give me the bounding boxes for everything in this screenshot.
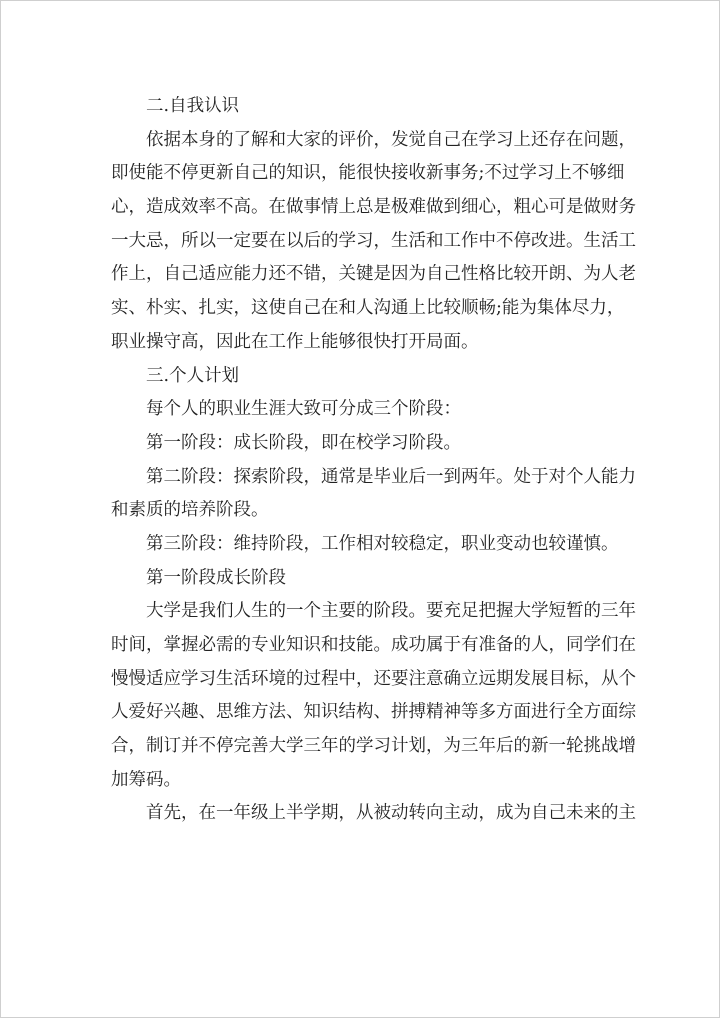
paragraph-intro: 每个人的职业生涯大致可分成三个阶段： (146, 399, 461, 420)
paragraph-line: 人爱好兴趣、思维方法、知识结构、拼搏精神等多方面进行全方面综 (111, 702, 636, 723)
paragraph-line: 第二阶段：探索阶段，通常是毕业后一到两年。处于对个人能力 (146, 466, 636, 487)
paragraph-line: 心，造成效率不高。在做事情上总是极难做到细心，粗心可是做财务 (111, 197, 636, 218)
document-body (111, 90, 636, 831)
paragraph-line: 时间，掌握必需的专业知识和技能。成功属于有准备的人，同学们在 (111, 635, 636, 655)
paragraph-line: 依据本身的了解和大家的评价，发觉自己在学习上还存在问题， (146, 129, 636, 150)
paragraph-line: 即使能不停更新自己的知识，能很快接收新事务;不过学习上不够细 (111, 163, 625, 184)
section-heading-personal-plan: 三.个人计划 (146, 365, 240, 386)
paragraph-self-assessment (111, 124, 636, 360)
paragraph-line: 和素质的培养阶段。 (111, 500, 269, 521)
paragraph-line: 大学是我们人生的一个主要的阶段。要充足把握大学短暂的三年 (146, 601, 636, 622)
paragraph-stage-one: 第一阶段：成长阶段，即在校学习阶段。 (146, 432, 461, 453)
section-heading-self-awareness: 二.自我认识 (146, 96, 240, 116)
section-heading-stage-one: 第一阶段成长阶段 (146, 567, 286, 588)
paragraph-first-step: 首先，在一年级上半学期，从被动转向主动，成为自己未来的主 (146, 803, 636, 824)
paragraph-stage-two (111, 461, 636, 528)
paragraph-line: 职业操守高，因此在工作上能够很快打开局面。 (111, 331, 479, 352)
paragraph-line: 实、朴实、扎实，这使自己在和人沟通上比较顺畅;能为集体尽力， (111, 298, 625, 319)
paragraph-line: 慢慢适应学习生活环境的过程中，还要注意确立远期发展目标，从个 (111, 668, 636, 689)
paragraph-line: 合，制订并不停完善大学三年的学习计划，为三年后的新一轮挑战增 (111, 736, 636, 757)
paragraph-line: 加筹码。 (111, 769, 181, 790)
paragraph-university (111, 595, 636, 797)
paragraph-line: 一大忌，所以一定要在以后的学习，生活和工作中不停改进。生活工 (111, 230, 636, 251)
paragraph-line: 作上，自己适应能力还不错，关键是因为自己性格比较开朗、为人老 (111, 264, 636, 285)
paragraph-stage-three: 第三阶段：维持阶段，工作相对较稳定，职业变动也较谨慎。 (146, 533, 619, 554)
